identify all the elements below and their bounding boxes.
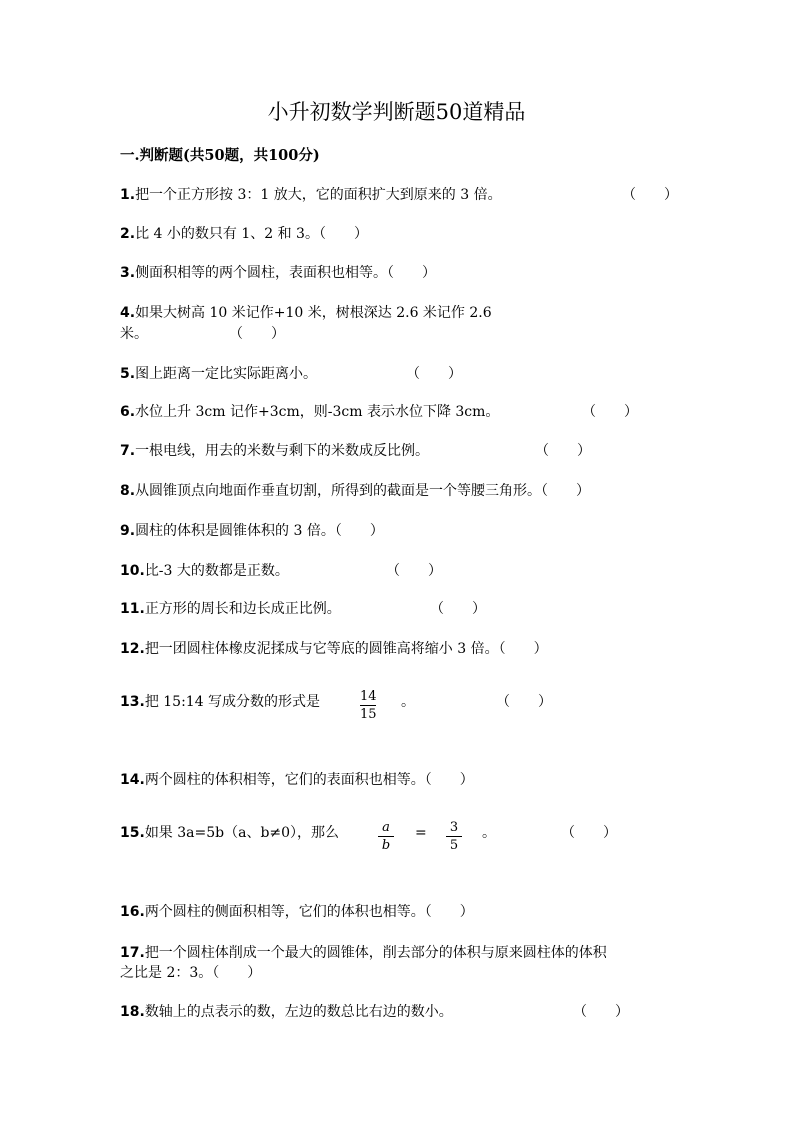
question-text: 把一个圆柱体削成一个最大的圆锥体，削去部分的体积与原来圆柱体的体积 [144,945,607,961]
fraction-denominator: 5 [449,838,459,853]
question-text: 把 15:14 写成分数的形式是 [144,694,321,710]
answer-parens[interactable]: （ ） [573,1004,629,1020]
question-number: 7. [120,443,136,459]
fraction [446,820,462,853]
question-number: 13. [120,694,145,710]
question-number: 15. [120,825,145,841]
question-number: 14. [120,772,145,788]
question-number: 18. [120,1004,145,1020]
question-text: 如果大树高 10 米记作+10 米，树根深达 2.6 米记作 2.6 [135,305,492,321]
question-9 [120,521,384,542]
answer-parens[interactable]: （ ） [430,601,486,617]
question-4-line-2 [120,324,148,345]
question-text: 如果 3a=5b（a、b≠0），那么 [144,825,340,841]
fraction [378,820,394,853]
fraction-numerator: 3 [449,820,459,835]
question-17 [120,943,607,964]
fraction-denominator: b [381,838,391,853]
fraction-bar [378,836,394,837]
question-text: 从圆锥顶点向地面作垂直切割，所得到的截面是一个等腰三角形。（ ） [135,483,591,499]
answer-parens[interactable]: （ ） [561,825,617,841]
section-header: 一.判断题(共50题，共100分) [120,147,320,164]
question-number: 6. [120,404,136,420]
question-number: 4. [120,305,136,321]
fraction-denominator: 15 [360,707,377,722]
question-text: 水位上升 3cm 记作+3cm，则-3cm 表示水位下降 3cm。 [135,404,500,420]
question-14 [120,770,474,791]
answer-parens[interactable]: （ ） [535,443,591,459]
equals-sign: = [415,825,427,841]
answer-parens[interactable]: （ ） [622,187,678,203]
question-text: 一根电线，用去的米数与剩下的米数成反比例。 [135,443,430,459]
question-number: 12. [120,641,145,657]
question-text: 把一团圆柱体橡皮泥揉成与它等底的圆锥高将缩小 3 倍。（ ） [144,641,548,657]
question-number: 9. [120,523,136,539]
answer-parens[interactable]: （ ） [496,694,552,710]
question-text-continued: 之比是 2：3。（ ） [120,965,262,981]
question-12 [120,639,548,660]
question-18 [120,1002,453,1023]
question-16 [120,902,474,923]
question-13 [120,692,320,713]
question-8 [120,481,590,502]
question-text: 比-3 大的数都是正数。 [144,563,289,579]
question-text-continued: 米。 [120,326,148,342]
answer-parens[interactable]: （ ） [582,404,638,420]
page-title: 小升初数学判断题50道精品 [267,100,526,124]
fraction-bar [360,705,376,706]
question-number: 17. [120,945,145,961]
question-number: 3. [120,265,136,281]
sentence-end: 。 [482,825,496,841]
question-text: 图上距离一定比实际距离小。 [135,366,318,382]
answer-parens[interactable]: （ ） [386,563,442,579]
question-text: 数轴上的点表示的数，左边的数总比右边的数小。 [144,1004,453,1020]
question-text: 比 4 小的数只有 1、2 和 3。（ ） [135,226,368,242]
question-text: 侧面积相等的两个圆柱，表面积也相等。（ ） [135,265,437,281]
question-number: 2. [120,226,136,242]
answer-parens[interactable]: （ ） [229,326,285,342]
question-1 [120,185,502,206]
question-4 [120,303,492,324]
fraction-numerator: a [382,820,390,835]
question-number: 16. [120,904,145,920]
question-17-line-2 [120,963,261,984]
question-3 [120,263,436,284]
question-text: 圆柱的体积是圆锥体积的 3 倍。（ ） [135,523,384,539]
question-text: 两个圆柱的侧面积相等，它们的体积也相等。（ ） [144,904,474,920]
question-text: 两个圆柱的体积相等，它们的表面积也相等。（ ） [144,772,474,788]
question-10 [120,561,289,582]
sentence-end: 。 [401,694,415,710]
question-number: 8. [120,483,136,499]
question-number: 10. [120,563,145,579]
question-number: 5. [120,366,136,382]
question-text: 把一个正方形按 3：1 放大，它的面积扩大到原来的 3 倍。 [135,187,502,203]
question-7 [120,441,429,462]
question-5 [120,364,317,385]
question-number: 11. [120,601,145,617]
fraction-bar [446,836,462,837]
fraction-numerator: 14 [360,689,377,704]
question-15 [120,823,339,844]
question-text: 正方形的周长和边长成正比例。 [144,601,341,617]
question-2 [120,224,368,245]
question-number: 1. [120,187,136,203]
answer-parens[interactable]: （ ） [406,366,462,382]
fraction [360,689,377,722]
question-11 [120,599,341,620]
question-6 [120,402,499,423]
